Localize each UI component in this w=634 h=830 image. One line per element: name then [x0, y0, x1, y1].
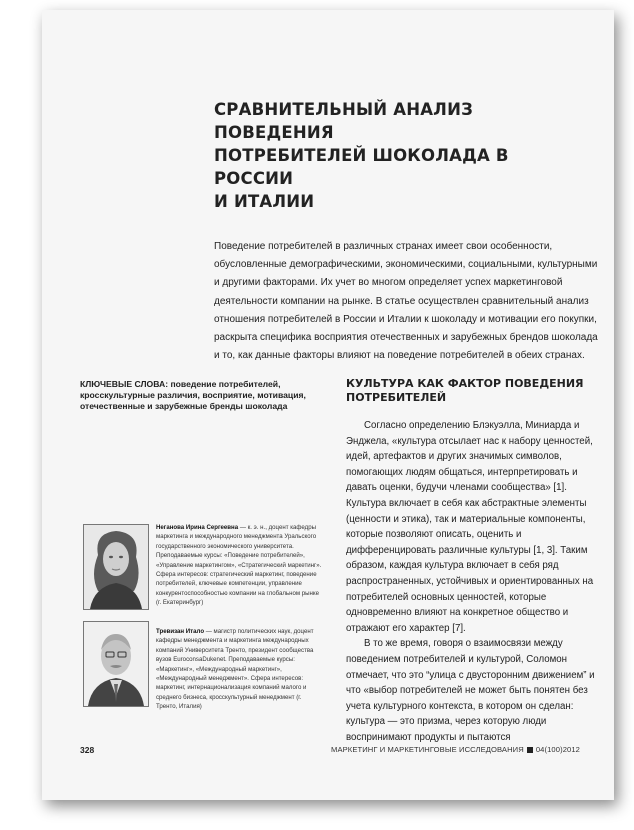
title-line: И ИТАЛИИ [214, 192, 315, 211]
author-bio [156, 523, 322, 608]
journal-footer [331, 745, 580, 754]
body-paragraph: Согласно определению Блэкуэлла, Миниарда и Энджела, «культура отсылает нас к набору ценностей, идей, артефактов и других значимых символов, помогающих людям общаться, интерпретировать и давать оценки, будучи членами сообщества» [1]. Культура включает в себя как абстрактные элементы (ценности и этика), так и материальные компоненты, которые позволяют описать, оценить и дифференцировать различные культуры [1, 3]. Таким образом, каждая культура включает в себя ряд распространенных, устойчивых и ориентированных на потребителей основных ценностей, которые одновременно влияют на конкретное общество и отражают его характер [7]. [346, 420, 594, 634]
author-name: Неганова Ирина Сергеевна [156, 524, 239, 531]
page-number: 328 [80, 745, 95, 755]
keywords: КЛЮЧЕВЫЕ СЛОВА: поведение потребителей, кросскультурные различия, восприятие, мотивация, отечественные и зарубежные бренды шоколада [80, 379, 306, 411]
square-bullet-icon [527, 747, 533, 753]
author-description: — магистр политических наук, доцент кафедры менеджмента и маркетинга международных компаний Университета Тренто, президент сообщества вузов EuroconsaDukenet. Преподаваемые курсы: «Маркетинг», «Международный маркетинг», «Международный менеджмент». Сфера интересов: маркетинг, интернационализация компаний малого и среднего бизнеса, кросскультурный менеджмент (г. Тренто, Италия) [156, 628, 314, 711]
author-photo-female-icon [83, 524, 149, 610]
author-photo-male-icon [83, 621, 149, 707]
article-abstract: Поведение потребителей в различных странах имеет свои особенности, обусловленные демографическими, экономическими, социальными, культурными и другими факторами. Их учет во многом определяет успех маркетинговой деятельности компании на рынке. В статье осуществлен сравнительный анализ отношения потребителей в России и Италии к шоколаду и мотивации его покупки, раскрыта специфика восприятия отечественных и зарубежных брендов шоколада и то, как данные факторы влияют на поведение потребителей в обеих странах. [214, 241, 598, 362]
journal-issue: 04(100)2012 [535, 745, 580, 754]
author-description: — к. э. н., доцент кафедры маркетинга и международного менеджмента Уральского государственного экономического университета. Преподаваемые курсы: «Поведение потребителей», «Управление маркетингом», «Стратегический маркетинг». Сфера интересов: стратегический маркетинг, поведение потребителей, ключевые компетенции, управление конкурентоспособностью компании на глобальном рынке (г. Екатеринбург) [156, 524, 322, 607]
section-title: КУЛЬТУРА КАК ФАКТОР ПОВЕДЕНИЯ ПОТРЕБИТЕЛЕЙ [346, 377, 584, 404]
title-line: СРАВНИТЕЛЬНЫЙ АНАЛИЗ ПОВЕДЕНИЯ [214, 100, 474, 142]
author-bio [156, 627, 322, 712]
title-line: ПОТРЕБИТЕЛЕЙ ШОКОЛАДА В РОССИИ [214, 146, 509, 188]
journal-name: МАРКЕТИНГ И МАРКЕТИНГОВЫЕ ИССЛЕДОВАНИЯ [331, 745, 524, 754]
article-title [214, 98, 574, 213]
author-name: Тревизан Итало [156, 628, 205, 635]
section-body [346, 418, 600, 745]
body-paragraph: В то же время, говоря о взаимосвязи между поведением потребителей и культурой, Соломон отмечает, что это “улица с двусторонним движением” и что «выбор потребителей не может быть понятен без учета культурного контекста, в котором он сделан: культура — это призма, через которую люди воспринимают продукты и пытаются [346, 638, 595, 743]
